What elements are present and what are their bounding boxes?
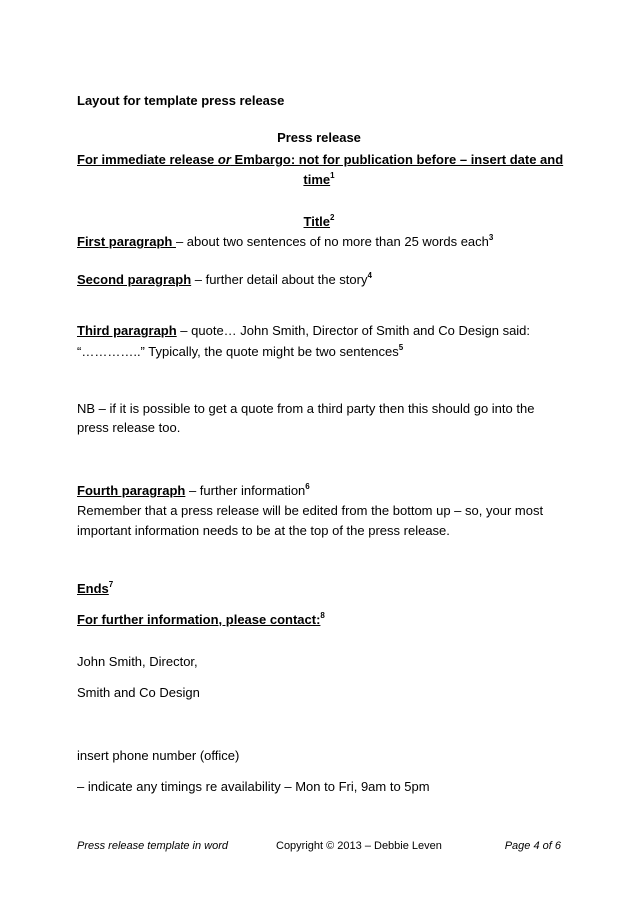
footnote-ref-6[interactable]: 6	[305, 482, 310, 491]
footer-copyright: Copyright © 2013 – Debbie Leven	[276, 840, 442, 852]
timings-placeholder: – indicate any timings re availability – Mon to Fri, 9am to 5pm	[77, 779, 430, 794]
footnote-ref-8[interactable]: 8	[320, 611, 325, 620]
phone-placeholder: insert phone number (office)	[77, 748, 240, 763]
third-paragraph-line-2	[77, 344, 403, 360]
title-label: Title	[303, 214, 331, 229]
third-paragraph-line	[77, 323, 530, 339]
fourth-paragraph-text: – further information	[185, 483, 306, 498]
embargo-time: time	[303, 172, 331, 187]
footnote-ref-1[interactable]: 1	[330, 171, 335, 180]
ends-line	[77, 581, 113, 597]
press-release-title: Press release	[277, 130, 361, 145]
fourth-paragraph-line-2: Remember that a press release will be edited from the bottom up – so, your most	[77, 503, 544, 518]
fourth-paragraph-line-3: important information needs to be at the top of the press release.	[77, 523, 450, 538]
third-paragraph-quote: “…………..” Typically, the quote might be two sentences	[77, 344, 399, 359]
document-heading: Layout for template press release	[77, 93, 285, 108]
embargo-line-2	[0, 172, 638, 188]
first-paragraph-label: First paragraph	[77, 234, 176, 249]
embargo-part2: Embargo: not for publication before – insert date and	[230, 152, 564, 167]
fourth-paragraph-line	[77, 483, 310, 499]
company-name: Smith and Co Design	[77, 685, 200, 700]
footer-page-number: Page 4 of 6	[504, 840, 561, 852]
second-paragraph-label: Second paragraph	[77, 272, 192, 287]
first-paragraph-text: – about two sentences of no more than 25 words each	[175, 234, 489, 249]
footnote-ref-2[interactable]: 2	[330, 213, 335, 222]
footnote-ref-7[interactable]: 7	[108, 580, 114, 589]
footnote-ref-3[interactable]: 3	[488, 233, 494, 242]
nb-line-1: NB – if it is possible to get a quote from a third party then this should go into the	[77, 401, 535, 416]
second-paragraph-line	[77, 272, 372, 288]
contact-label: For further information, please contact:	[77, 612, 321, 627]
embargo-line	[77, 152, 563, 168]
fourth-paragraph-label: Fourth paragraph	[77, 483, 186, 498]
second-paragraph-text: – further detail about the story	[191, 272, 368, 287]
embargo-part1: For immediate release	[77, 152, 218, 167]
third-paragraph-text: – quote… John Smith, Director of Smith and Co Design said:	[176, 323, 531, 338]
ends-label: Ends	[77, 581, 109, 596]
contact-line	[77, 612, 325, 628]
footnote-ref-4[interactable]: 4	[367, 271, 372, 280]
title-placeholder	[0, 214, 638, 230]
embargo-or: or	[217, 152, 231, 167]
footnote-ref-5[interactable]: 5	[398, 343, 404, 352]
nb-line-2: press release too.	[77, 420, 181, 435]
first-paragraph-line	[77, 234, 493, 250]
footer-left: Press release template in word	[77, 840, 229, 852]
contact-name: John Smith, Director,	[77, 654, 198, 669]
third-paragraph-label: Third paragraph	[77, 323, 177, 338]
